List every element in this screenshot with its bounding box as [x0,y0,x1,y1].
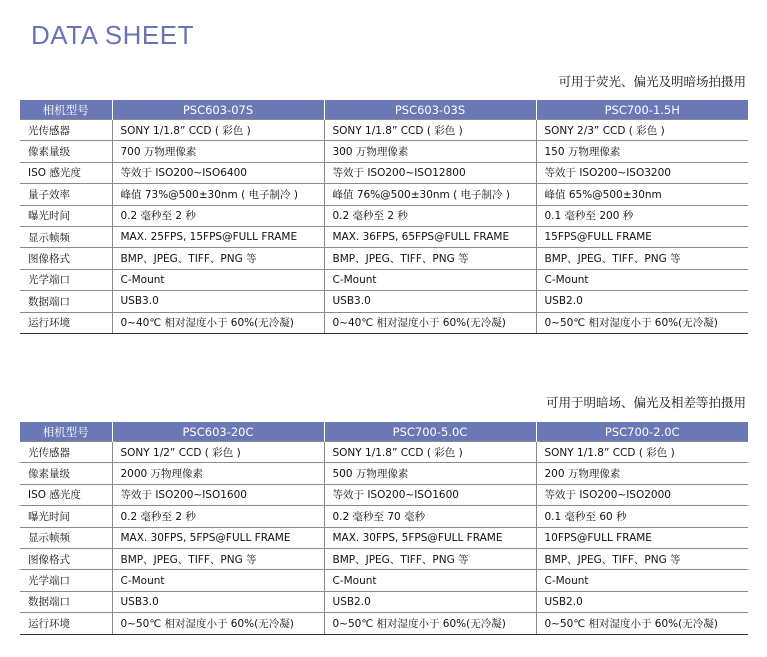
spec-value: 15FPS@FULL FRAME [536,226,748,247]
table-header-row [20,100,748,120]
table-row [20,205,748,226]
spec-value: C-Mount [536,570,748,591]
header-model-name: PSC603-07S [112,100,324,120]
spec-label: ISO 感光度 [20,162,112,183]
spec-label: 显示帧频 [20,226,112,247]
spec-label: 曝光时间 [20,506,112,527]
spec-label: 图像格式 [20,548,112,569]
header-model-name: PSC700-1.5H [536,100,748,120]
spec-value: 峰值 76%@500±30nm ( 电子制冷 ) [324,184,536,205]
spec-label: 数据端口 [20,591,112,612]
table-row [20,506,748,527]
spec-value: C-Mount [112,570,324,591]
spec-value: USB3.0 [112,291,324,312]
spec-value: BMP、JPEG、TIFF、PNG 等 [536,548,748,569]
table-row [20,442,748,463]
page-title: DATA SHEET [31,20,194,50]
table-row [20,248,748,269]
header-model-name: PSC700-5.0C [324,422,536,442]
spec-value: 0~40℃ 相对湿度小于 60%(无冷凝) [112,312,324,333]
header-model-name: PSC603-20C [112,422,324,442]
spec-value: BMP、JPEG、TIFF、PNG 等 [324,548,536,569]
spec-label: 图像格式 [20,248,112,269]
spec-value: USB3.0 [112,591,324,612]
spec-label: 运行环境 [20,312,112,333]
spec-value: USB2.0 [324,591,536,612]
spec-value: BMP、JPEG、TIFF、PNG 等 [324,248,536,269]
table-row [20,141,748,162]
spec-value: MAX. 25FPS, 15FPS@FULL FRAME [112,226,324,247]
spec-label: 数据端口 [20,291,112,312]
spec-value: 0~50℃ 相对湿度小于 60%(无冷凝) [112,613,324,634]
spec-value: 等效于 ISO200~ISO12800 [324,162,536,183]
table-row [20,226,748,247]
spec-label: ISO 感光度 [20,484,112,505]
spec-value: 200 万物理像素 [536,463,748,484]
table-row [20,120,748,141]
spec-value: 0.2 毫秒至 70 毫秒 [324,506,536,527]
spec-table [20,100,748,334]
table-row [20,613,748,634]
spec-value: SONY 2/3” CCD ( 彩色 ) [536,120,748,141]
spec-label: 显示帧频 [20,527,112,548]
table-row [20,162,748,183]
table-row [20,527,748,548]
table-caption: 可用于明暗场、偏光及相差等拍摄用 [545,395,746,410]
spec-label: 光学端口 [20,570,112,591]
spec-value: 0.2 毫秒至 2 秒 [112,205,324,226]
spec-value: MAX. 36FPS, 65FPS@FULL FRAME [324,226,536,247]
table-row [20,484,748,505]
spec-value: 0~50℃ 相对湿度小于 60%(无冷凝) [536,613,748,634]
spec-value: 峰值 65%@500±30nm [536,184,748,205]
spec-value: 0~40℃ 相对湿度小于 60%(无冷凝) [324,312,536,333]
table-row [20,312,748,333]
spec-label: 曝光时间 [20,205,112,226]
header-model-label: 相机型号 [20,100,112,120]
spec-label: 光学端口 [20,269,112,290]
spec-label: 像素量级 [20,463,112,484]
spec-label: 量子效率 [20,184,112,205]
spec-value: BMP、JPEG、TIFF、PNG 等 [536,248,748,269]
spec-value: SONY 1/1.8” CCD ( 彩色 ) [536,442,748,463]
spec-value: C-Mount [324,269,536,290]
spec-value: 0.1 毫秒至 200 秒 [536,205,748,226]
table-row [20,463,748,484]
spec-value: 峰值 73%@500±30nm ( 电子制冷 ) [112,184,324,205]
spec-value: SONY 1/2” CCD ( 彩色 ) [112,442,324,463]
spec-value: 等效于 ISO200~ISO1600 [324,484,536,505]
table-row [20,291,748,312]
spec-value: BMP、JPEG、TIFF、PNG 等 [112,248,324,269]
spec-value: 0.1 毫秒至 60 秒 [536,506,748,527]
spec-value: 2000 万物理像素 [112,463,324,484]
header-model-label: 相机型号 [20,422,112,442]
spec-value: 150 万物理像素 [536,141,748,162]
table-header-row [20,422,748,442]
spec-value: 0~50℃ 相对湿度小于 60%(无冷凝) [324,613,536,634]
spec-value: C-Mount [536,269,748,290]
table-row [20,184,748,205]
table-row [20,570,748,591]
spec-value: 等效于 ISO200~ISO1600 [112,484,324,505]
spec-value: USB2.0 [536,591,748,612]
header-model-name: PSC700-2.0C [536,422,748,442]
spec-value: C-Mount [324,570,536,591]
spec-value: MAX. 30FPS, 5FPS@FULL FRAME [324,527,536,548]
spec-value: BMP、JPEG、TIFF、PNG 等 [112,548,324,569]
spec-value: USB3.0 [324,291,536,312]
spec-value: 10FPS@FULL FRAME [536,527,748,548]
spec-value: 700 万物理像素 [112,141,324,162]
spec-label: 光传感器 [20,120,112,141]
table-row [20,269,748,290]
spec-value: C-Mount [112,269,324,290]
spec-label: 光传感器 [20,442,112,463]
spec-value: 500 万物理像素 [324,463,536,484]
spec-label: 像素量级 [20,141,112,162]
spec-table [20,422,748,635]
spec-value: 0.2 毫秒至 2 秒 [324,205,536,226]
table-caption: 可用于荧光、偏光及明暗场拍摄用 [558,74,746,89]
table-row [20,548,748,569]
spec-value: SONY 1/1.8” CCD ( 彩色 ) [324,120,536,141]
spec-value: MAX. 30FPS, 5FPS@FULL FRAME [112,527,324,548]
spec-value: 等效于 ISO200~ISO3200 [536,162,748,183]
spec-value: 等效于 ISO200~ISO2000 [536,484,748,505]
table-row [20,591,748,612]
spec-value: USB2.0 [536,291,748,312]
spec-value: 等效于 ISO200~ISO6400 [112,162,324,183]
spec-value: SONY 1/1.8” CCD ( 彩色 ) [324,442,536,463]
spec-value: 300 万物理像素 [324,141,536,162]
spec-value: 0~50℃ 相对湿度小于 60%(无冷凝) [536,312,748,333]
spec-value: 0.2 毫秒至 2 秒 [112,506,324,527]
spec-value: SONY 1/1.8” CCD ( 彩色 ) [112,120,324,141]
spec-label: 运行环境 [20,613,112,634]
header-model-name: PSC603-03S [324,100,536,120]
